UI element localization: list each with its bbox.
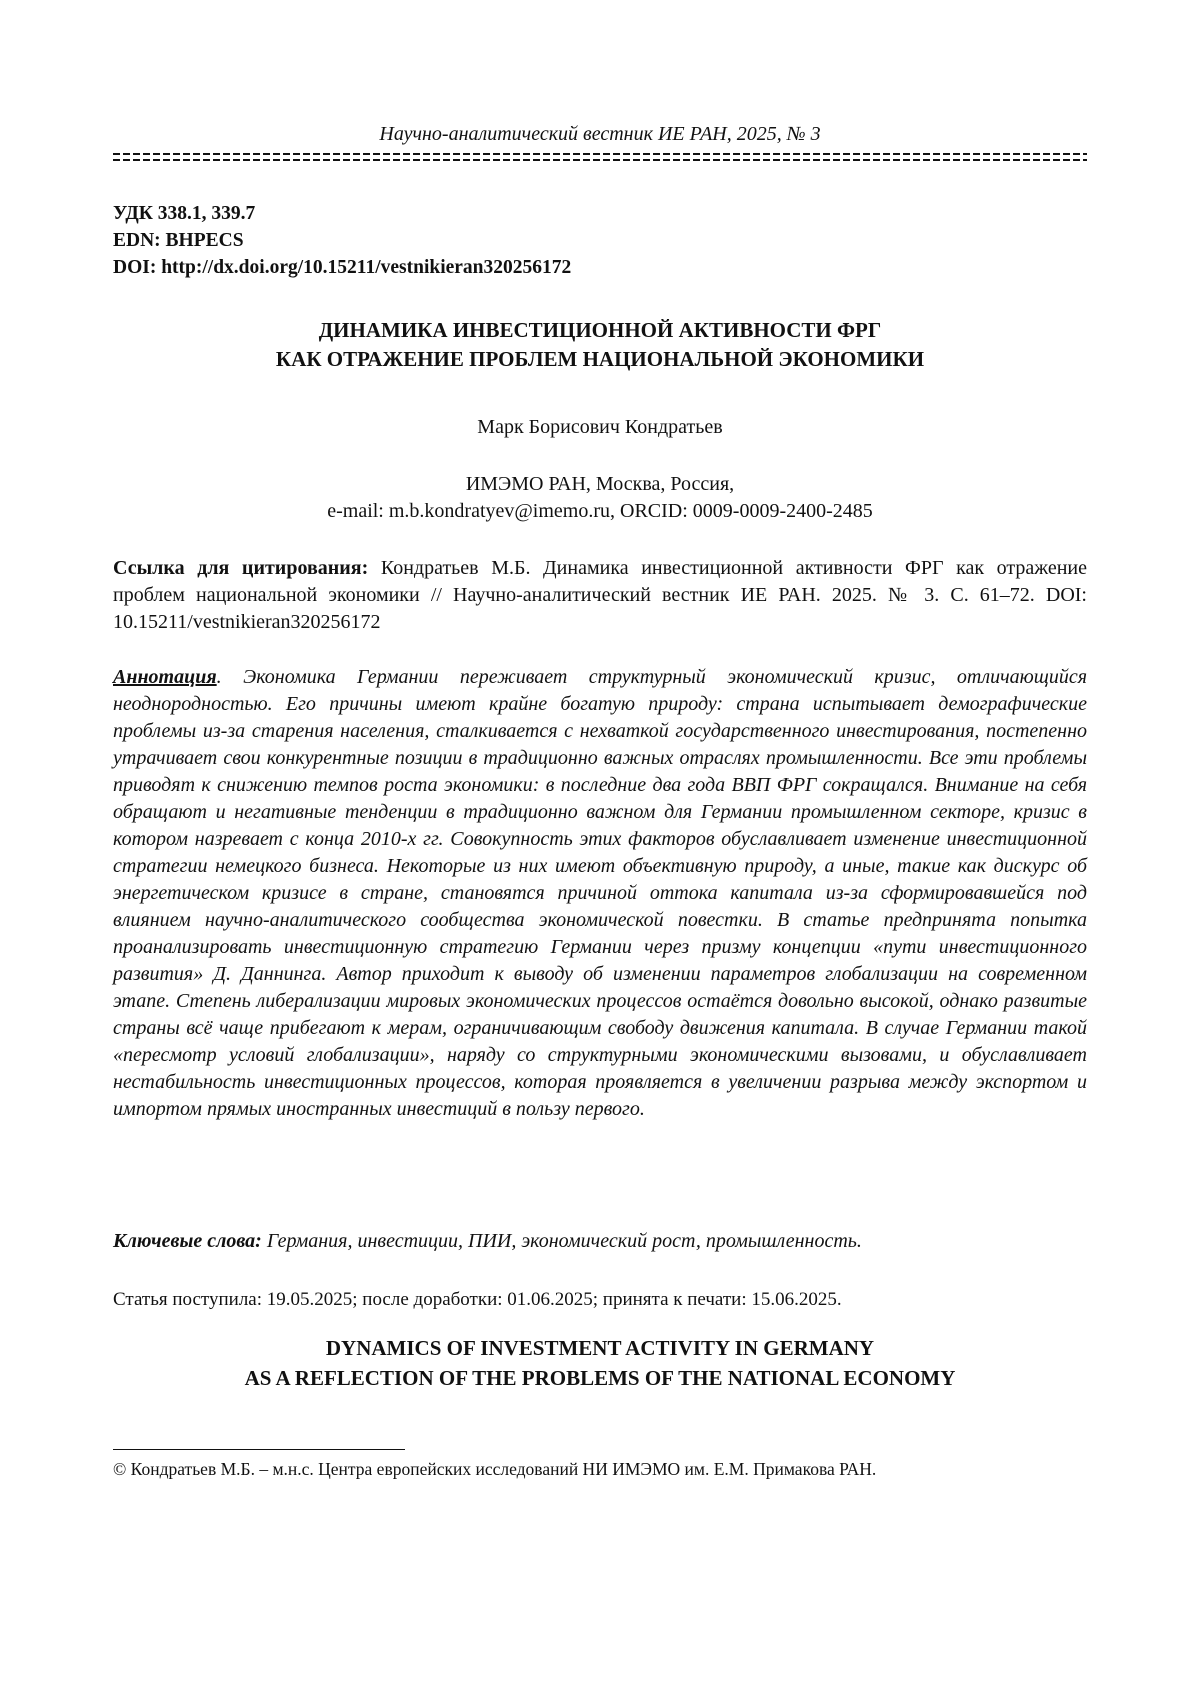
title-ru-line-1: ДИНАМИКА ИНВЕСТИЦИОННОЙ АКТИВНОСТИ ФРГ (318, 318, 882, 342)
keywords-block (113, 1228, 1087, 1255)
edn-line: EDN: BHPECS (113, 230, 244, 251)
author-name: Марк Борисович Кондратьев (477, 416, 723, 438)
title-ru-line-2: КАК ОТРАЖЕНИЕ ПРОБЛЕМ НАЦИОНАЛЬНОЙ ЭКОНОМИКИ (275, 347, 925, 371)
article-title-ru (113, 316, 1087, 374)
title-en-line-1: DYNAMICS OF INVESTMENT ACTIVITY IN GERMANY (325, 1336, 875, 1360)
document-page (113, 0, 1087, 1698)
author-footnote: © Кондратьев М.Б. – м.н.с. Центра европейских исследований НИ ИМЭМО им. Е.М. Примакова РАН. (113, 1459, 877, 1479)
udk-line: УДК 338.1, 339.7 (113, 203, 256, 224)
affiliation-line: ИМЭМО РАН, Москва, Россия, (465, 473, 735, 495)
contact-line[interactable]: e-mail: m.b.kondratyev@imemo.ru, ORCID: 0009-0009-2400-2485 (327, 500, 873, 522)
author-affiliation (113, 471, 1087, 525)
citation-block (113, 555, 1087, 636)
citation-text: Кондратьев М.Б. Динамика инвестиционной активности ФРГ как отражение проблем национальной экономики // Научно-аналитический вестник ИЕ РАН. 2025. № 3. С. 61–72. DOI: 10.15211/vestnikieran320256172 (113, 557, 1087, 633)
article-title-en (113, 1333, 1087, 1393)
running-head: Научно-аналитический вестник ИЕ РАН, 2025, № 3 (379, 123, 821, 145)
doi-line[interactable]: DOI: http://dx.doi.org/10.15211/vestnikieran320256172 (113, 257, 572, 278)
title-en-line-2: AS A REFLECTION OF THE PROBLEMS OF THE NATIONAL ECONOMY (244, 1366, 956, 1390)
citation-label: Ссылка для цитирования: (113, 557, 369, 579)
abstract-block (113, 664, 1087, 1123)
keywords-label: Ключевые слова: (113, 1230, 262, 1252)
abstract-label: Аннотация (113, 666, 217, 688)
footnote-separator (113, 1449, 405, 1450)
submission-dates: Статья поступила: 19.05.2025; после доработки: 01.06.2025; принята к печати: 15.06.2025. (113, 1289, 842, 1310)
article-metadata (113, 200, 571, 281)
keywords-text: Германия, инвестиции, ПИИ, экономический рост, промышленность. (261, 1230, 862, 1252)
abstract-text: . Экономика Германии переживает структурный экономический кризис, отличающийся неоднородностью. Его причины имеют крайне богатую природу: страна испытывает демографические проблемы из-за старения населения, сталкивается с нехваткой государственного инвестирования, постепенно утрачивает свои конкурентные позиции в традиционно важных отраслях промышленности. Все эти проблемы приводят к снижению темпов роста экономики: в последние два года ВВП ФРГ сокращался. Внимание на себя обращают и негативные тенденции в традиционно важном для Германии промышленном секторе, кризис в котором назревает с конца 2010-х гг. Совокупность этих факторов обуславливает изменение инвестиционной стратегии немецкого бизнеса. Некоторые из них имеют объективную природу, а иные, такие как дискурс об энергетическом кризисе в стране, становятся причиной оттока капитала из-за сформировавшейся под влиянием научно-аналитического сообщества экономической повестки. В статье предпринята попытка проанализировать инвестиционную стратегию Германии через призму концепции «пути инвестиционного развития» Д. Даннинга. Автор приходит к выводу об изменении параметров глобализации на современном этапе. Степень либерализации мировых экономических процессов остаётся довольно высокой, однако развитые страны всё чаще прибегают к мерам, ограничивающим свободу движения капитала. В случае Германии такой «пересмотр условий глобализации», наряду со структурными экономическими вызовами, и обуславливает нестабильность инвестиционных процессов, которая проявляется в увеличении разрыва между экспортом и импортом прямых иностранных инвестиций в пользу первого. (113, 666, 1087, 1120)
header-double-rule (113, 153, 1087, 162)
